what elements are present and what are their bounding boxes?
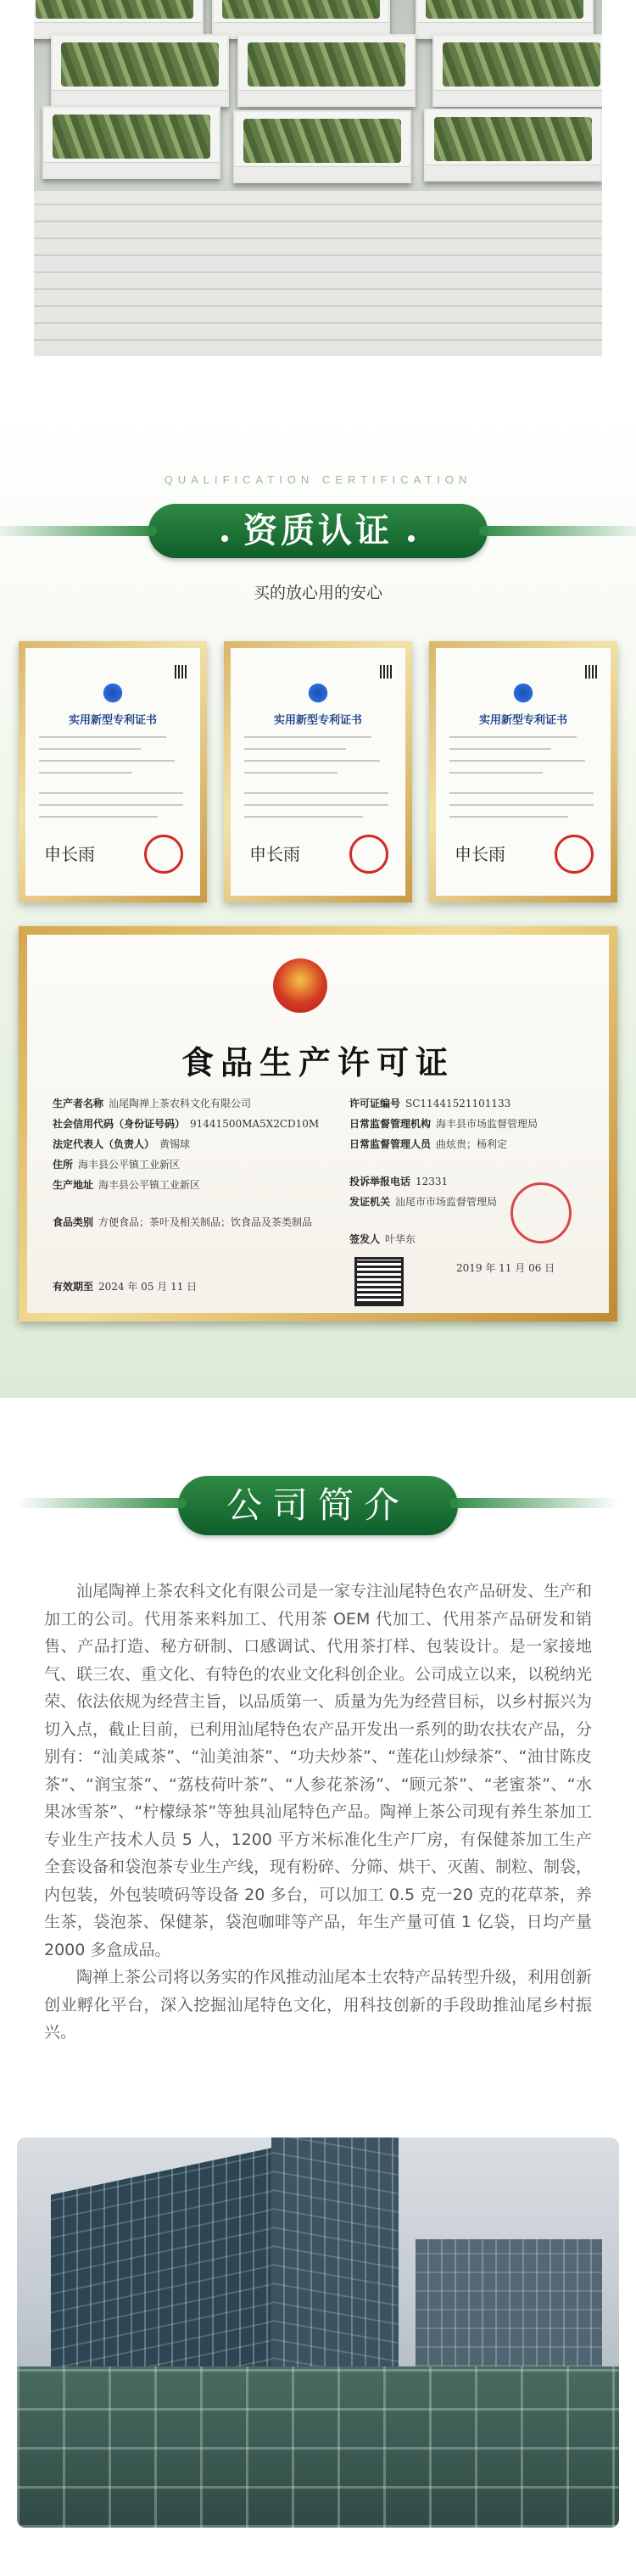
patent-certificate-3 [429,641,617,902]
license-issue-date: 2019 年 11 月 06 日 [456,1262,555,1274]
patent-cert-title: 实用新型专利证书 [273,714,362,727]
license-supervise-org: 日常监督管理机构 海丰县市场监督管理局 [349,1118,538,1130]
intro-banner [178,1476,458,1535]
company-intro-text [44,1578,592,2047]
intro-banner-area [0,1442,636,1578]
qr-code-icon [175,665,188,679]
tea-boxes-image [34,0,602,356]
qualification-subtitle: QUALIFICATION CERTIFICATION [164,473,472,486]
license-legal-rep: 法定代表人（负责人） 黄锡球 [53,1138,191,1150]
qualification-section [0,414,636,1398]
license-report-phone: 投诉举报电话 12331 [349,1176,449,1187]
national-emblem-icon [273,958,327,1013]
license-validity: 有效期至 2024 年 05 月 11 日 [53,1281,198,1293]
red-seal-icon [510,1182,572,1243]
license-address: 生产地址 海丰县公平镇工业新区 [53,1179,201,1191]
patent-certificate-1 [19,641,207,902]
license-supervise-person: 日常监督管理人员 曲炫贵；杨利定 [349,1138,508,1150]
license-issuer: 发证机关 汕尾市市场监督管理局 [349,1196,498,1208]
intro-paragraph: 汕尾陶禅上茶农科文化有限公司是一家专注汕尾特色农产品研发、生产和加工的公司。代用茶来料加工、代用茶 OEM 代加工、代用茶产品研发和销售、产品打造、秘方研制、口感调试、代用茶打样、包装设计。是一家接地气、联三农、重文化、有特色的农业文化科创企业。公司成立以来，以税纳光荣、依法依规为经营主旨，以品质第一、质量为先为经营目标，以乡村振兴为切入点，截止目前，已利用汕尾特色农产品开发出一系列的助农扶农产品，分别有：“汕美咸茶”、“汕美油茶”、“功夫炒茶”、“莲花山炒绿茶”、“油甘陈皮茶”、“润宝茶”、“荔枝荷叶茶”、“人参花茶汤”、“顾元茶”、“老蜜茶”、“水果冰雪茶”、“柠檬绿茶”等独具汕尾特色产品。陶禅上茶公司现有养生茶加工专业生产技术人员 5 人，1200 平方米标准化生产厂房，有保健茶加工生产全套设备和袋泡茶专业生产线，现有粉碎、分筛、烘干、灭菌、制粒、制袋，内包装，外包装喷码等设备 20 多台，可以加工 0.5 克一20 克的花草茶，养生茶，袋泡茶、保健茶，袋泡咖啡等产品，年生产量可值 1 亿袋，日均产量 2000 多盒成品。 [44,1582,593,1959]
patent-emblem-icon [102,682,124,704]
patent-cert-title: 实用新型专利证书 [478,714,567,727]
patent-signature: 申长雨 [44,844,95,864]
license-producer: 生产者名称 汕尾陶禅上茶农科文化有限公司 [53,1098,252,1109]
intro-title: 公司简介 [226,1484,410,1526]
qualification-tagline: 买的放心用的安心 [253,584,382,602]
qualification-title: 资质认证 [243,511,393,550]
qr-code-icon [585,665,599,679]
intro-paragraph: 陶禅上茶公司将以务实的作风推动汕尾本土农特产品转型升级，利用创新创业孵化平台，深入挖掘汕尾特色文化，用科技创新的手段助推汕尾乡村振兴。 [44,1968,593,2042]
red-seal-icon [144,835,183,874]
license-permit-number: 许可证编号 SC11441521101133 [349,1098,511,1109]
license-signer: 签发人 叶华东 [349,1233,416,1245]
patent-cert-title: 实用新型专利证书 [68,714,157,727]
qualification-banner [148,504,488,558]
red-seal-icon [555,835,594,874]
patent-signature: 申长雨 [249,844,300,864]
patent-emblem-icon [512,682,534,704]
patent-certificate-2 [224,641,412,902]
food-production-license [19,926,617,1322]
qr-code-icon [354,1257,404,1306]
office-building-photo [17,2137,619,2528]
license-residence: 住所 海丰县公平镇工业新区 [53,1159,181,1171]
license-credit-code: 社会信用代码（身份证号码） 91441500MA5X2CD10M [53,1118,320,1130]
license-food-category: 食品类别 方便食品；茶叶及相关制品；饮食品及茶类制品 [53,1216,313,1228]
license-title: 食品生产许可证 [181,1043,455,1081]
patent-signature: 申长雨 [455,844,505,864]
product-photo [0,0,636,356]
red-seal-icon [349,835,388,874]
patent-emblem-icon [307,682,329,704]
qr-code-icon [380,665,393,679]
